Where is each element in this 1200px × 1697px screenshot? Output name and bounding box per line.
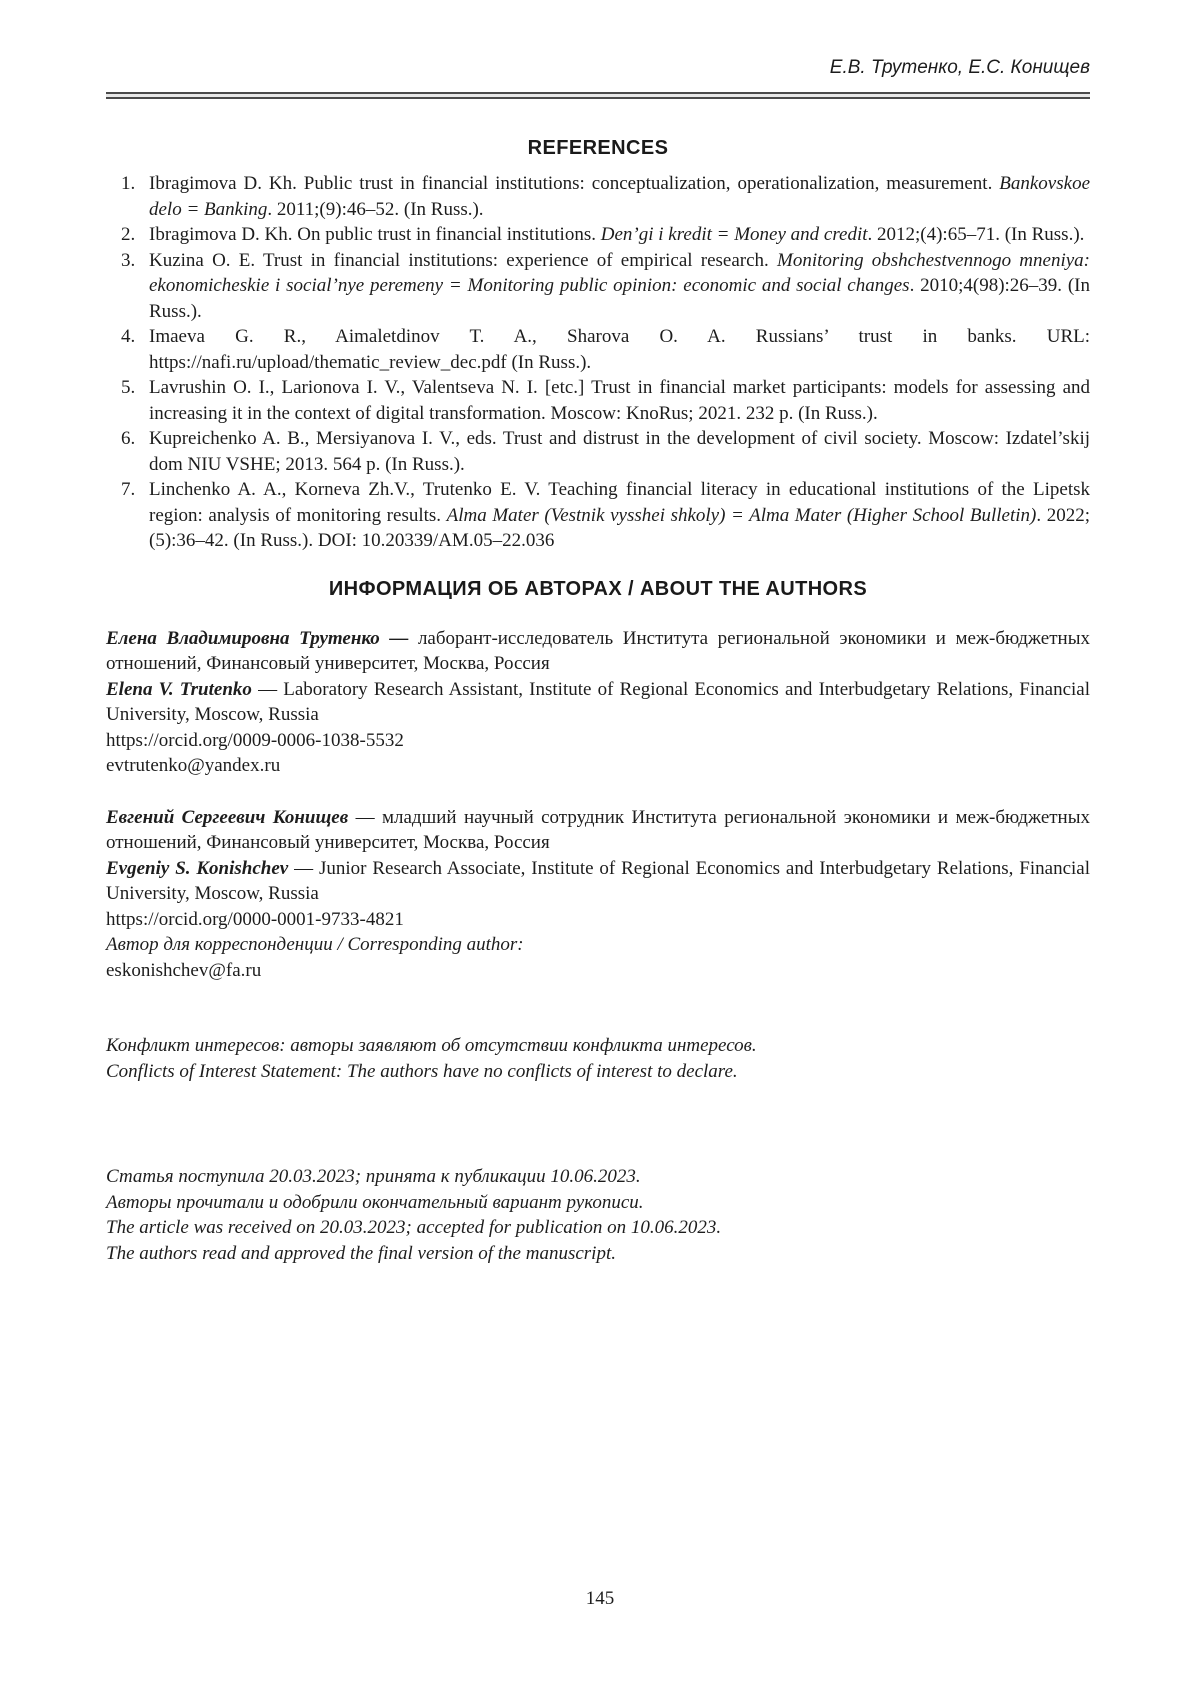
- about-authors-title: ИНФОРМАЦИЯ ОБ АВТОРАХ / ABOUT THE AUTHORS: [328, 577, 868, 600]
- reference-number: 6.: [121, 428, 136, 449]
- text-run: Елена Владимировна Трутенко —: [106, 627, 418, 649]
- conflict-of-interest-block: [106, 1033, 1090, 1084]
- text-run: Bankovskoe delo = Banking: [149, 173, 1090, 220]
- text-run: https://orcid.org/0000-0001-9733-4821: [106, 908, 404, 930]
- text-run: — Junior Research Associate, Institute of Regional Economics and Interbudgetary Relations, Financial University, Moscow, Russia: [106, 857, 1090, 904]
- text-run: лаборант-исследователь Института региональной экономики и меж-бюджетных отношений, Финансовый университет, Москва, Россия: [106, 627, 1090, 674]
- text-run: — младший научный сотрудник Института региональной экономики и меж-бюджетных отношений, Финансовый университет, Москва, Россия: [106, 806, 1090, 853]
- author-paragraph: [106, 753, 1090, 779]
- reference-item: [106, 324, 1090, 375]
- author-block: [106, 626, 1090, 779]
- text-run: Monitoring obshchestvennogo mneniya: ekonomicheskie i social’nye peremeny = Monitoring public opinion: economic and social changes: [149, 249, 1090, 296]
- reference-number: 2.: [121, 224, 136, 245]
- text-run: . 2012;(4):65–71. (In Russ.).: [867, 224, 1085, 245]
- header-divider: [106, 92, 1090, 99]
- reference-text: [149, 171, 1090, 222]
- author-paragraph: [106, 907, 1090, 933]
- page-number: 145: [585, 1588, 615, 1609]
- reference-item: [106, 477, 1090, 554]
- text-run: eskonishchev@fa.ru: [106, 959, 262, 981]
- references-list: [106, 171, 1090, 554]
- about-authors-section: [106, 626, 1090, 984]
- reference-text: [149, 324, 1090, 375]
- conflict-line: Конфликт интересов: авторы заявляют об отсутствии конфликта интересов.: [106, 1035, 757, 1056]
- reference-number: 7.: [121, 479, 136, 500]
- author-paragraph: [106, 626, 1090, 677]
- date-line: The authors read and approved the final version of the manuscript.: [106, 1242, 616, 1264]
- conflict-line: Conflicts of Interest Statement: The authors have no conflicts of interest to declare.: [106, 1060, 738, 1082]
- text-run: Ibragimova D. Kh. Public trust in financial institutions: conceptualization, operationalization, measurement.: [149, 173, 1000, 194]
- text-run: . 2010;4(98):26–39. (In Russ.).: [149, 275, 1090, 322]
- reference-item: [106, 426, 1090, 477]
- reference-number: 3.: [121, 249, 136, 271]
- author-paragraph: [106, 932, 1090, 958]
- author-block: [106, 805, 1090, 984]
- text-run: https://orcid.org/0009-0006-1038-5532: [106, 729, 404, 751]
- text-run: — Laboratory Research Assistant, Institute of Regional Economics and Interbudgetary Relations, Financial University, Moscow, Russia: [106, 678, 1090, 725]
- reference-number: 1.: [121, 173, 136, 194]
- text-run: Kuzina O. E. Trust in financial institutions: experience of empirical research.: [149, 249, 778, 271]
- text-run: Imaeva G. R., Aimaletdinov T. A., Sharova O. A. Russians’ trust in banks. URL: https://nafi.ru/upload/thematic_review_dec.pdf (In Russ.).: [149, 326, 1090, 373]
- text-run: Евгений Сергеевич Конищев: [106, 806, 349, 828]
- text-run: Lavrushin O. I., Larionova I. V., Valentseva N. I. [etc.] Trust in financial market participants: models for assessing and increasing it in the context of digital transformation. Moscow: KnoRus; 2021. 232 p. (In Russ.).: [149, 377, 1090, 424]
- text-run: . 2011;(9):46–52. (In Russ.).: [267, 198, 484, 220]
- text-run: Alma Mater (Vestnik vysshei shkoly) = Alma Mater (Higher School Bulletin): [446, 504, 1037, 526]
- text-run: Evgeniy S. Konishchev: [106, 857, 289, 879]
- reference-item: [106, 222, 1090, 248]
- reference-item: [106, 171, 1090, 222]
- reference-text: [149, 477, 1090, 554]
- text-run: Ibragimova D. Kh. On public trust in financial institutions.: [149, 224, 601, 245]
- reference-text: [149, 375, 1090, 426]
- author-paragraph: [106, 805, 1090, 856]
- page-content: [106, 0, 1090, 1266]
- author-paragraph: [106, 856, 1090, 907]
- running-head-authors: Е.В. Трутенко, Е.С. Конищев: [829, 57, 1090, 78]
- reference-text: [149, 222, 1090, 248]
- text-run: Elena V. Trutenko: [106, 678, 252, 700]
- text-run: Автор для корреспонденции / Corresponding author:: [106, 934, 524, 955]
- text-run: . 2022;(5):36–42. (In Russ.). DOI: 10.20339/AM.05–22.036: [149, 504, 1091, 551]
- author-paragraph: [106, 958, 1090, 984]
- date-line: Авторы прочитали и одобрили окончательный вариант рукописи.: [106, 1191, 644, 1213]
- text-run: evtrutenko@yandex.ru: [106, 755, 281, 776]
- reference-item: [106, 375, 1090, 426]
- article-dates-block: [106, 1164, 1090, 1266]
- text-run: Kupreichenko A. B., Mersiyanova I. V., eds. Trust and distrust in the development of civil society. Moscow: Izdatel’skij dom NIU VSHE; 2013. 564 p. (In Russ.).: [149, 428, 1090, 475]
- text-run: Linchenko A. A., Korneva Zh.V., Trutenko E. V. Teaching financial literacy in educational institutions of the Lipetsk region: analysis of monitoring results.: [149, 479, 1090, 526]
- reference-text: [149, 426, 1090, 477]
- references-title: REFERENCES: [527, 137, 669, 159]
- reference-item: [106, 248, 1090, 325]
- author-paragraph: [106, 728, 1090, 754]
- date-line: Статья поступила 20.03.2023; принята к публикации 10.06.2023.: [106, 1166, 641, 1187]
- reference-number: 4.: [121, 326, 136, 347]
- author-paragraph: [106, 677, 1090, 728]
- date-line: The article was received on 20.03.2023; accepted for publication on 10.06.2023.: [106, 1217, 722, 1238]
- reference-text: [149, 248, 1090, 325]
- text-run: Den’gi i kredit = Money and credit: [600, 224, 868, 245]
- reference-number: 5.: [121, 377, 136, 398]
